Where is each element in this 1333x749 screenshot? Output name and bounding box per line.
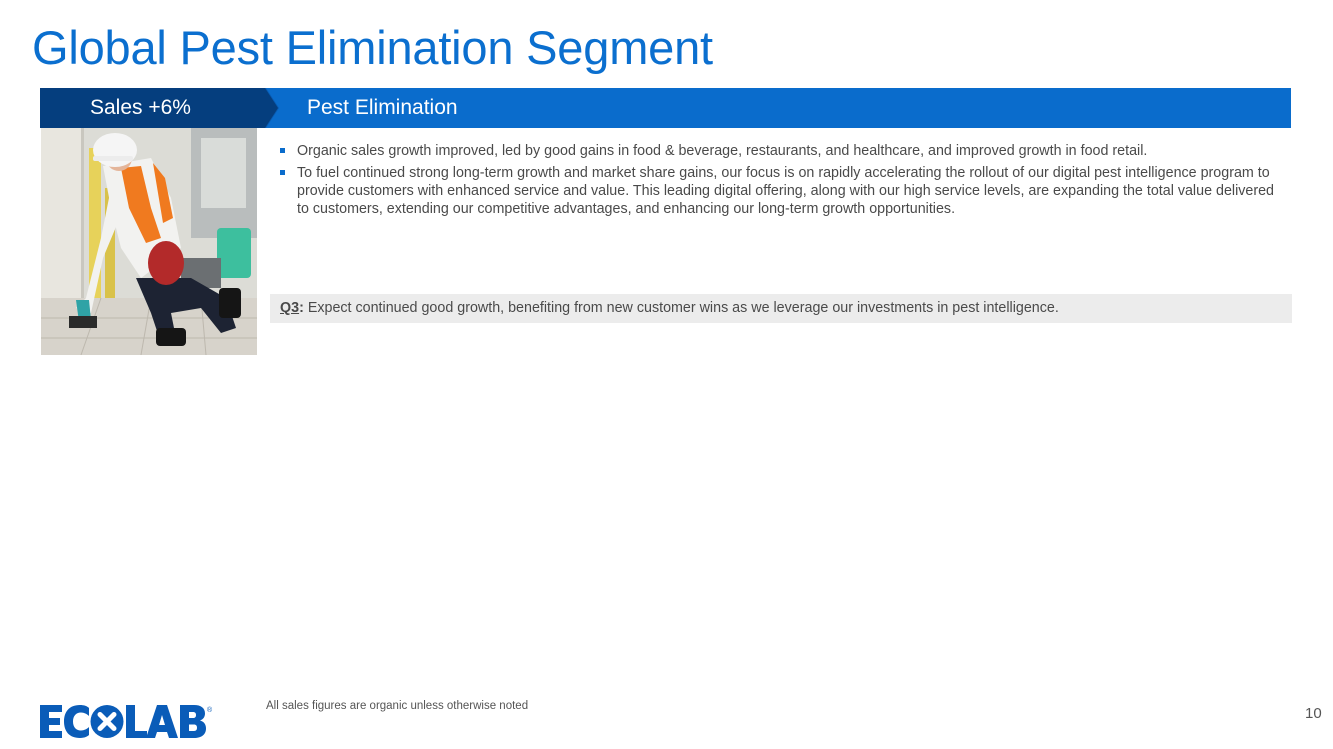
bullet-text: Organic sales growth improved, led by good gains in food & beverage, restaurants, and healthcare, and improved growth in food retail.: [297, 143, 1148, 159]
segment-bullet-list: [280, 142, 1280, 222]
footnote: All sales figures are organic unless otherwise noted: [266, 700, 529, 712]
ecolab-logo: [40, 703, 215, 746]
square-bullet-icon: [280, 148, 285, 153]
sales-growth-label: Sales +6%: [90, 96, 191, 119]
list-item: [280, 142, 1280, 160]
page-title: Global Pest Elimination Segment: [32, 21, 713, 74]
segment-name-label: Pest Elimination: [307, 96, 458, 119]
logo-registered-mark: ®: [207, 707, 213, 714]
pest-technician-photo: [41, 128, 257, 355]
bullet-text: To fuel continued strong long-term growth and market share gains, our focus is on rapidly accelerating the rollout of our digital pest intelligence program to provide customers with enhanced service and value. This leading digital offering, along with our high service levels, are expanding the total value delivered to customers, extending our competitive advantages, and enhancing our long-term growth opportunities.: [297, 165, 1275, 217]
list-item: [280, 164, 1280, 218]
outlook-colon: :: [299, 300, 304, 316]
outlook-text: [280, 300, 1059, 316]
segment-banner: [40, 88, 1291, 128]
outlook-body: Expect continued good growth, benefiting from new customer wins as we leverage our investments in pest intelligence.: [303, 300, 1059, 316]
square-bullet-icon: [280, 170, 285, 175]
page-number: 10: [1305, 705, 1322, 722]
quarter-label: Q3: [280, 300, 300, 316]
outlook-box: [270, 294, 1292, 323]
